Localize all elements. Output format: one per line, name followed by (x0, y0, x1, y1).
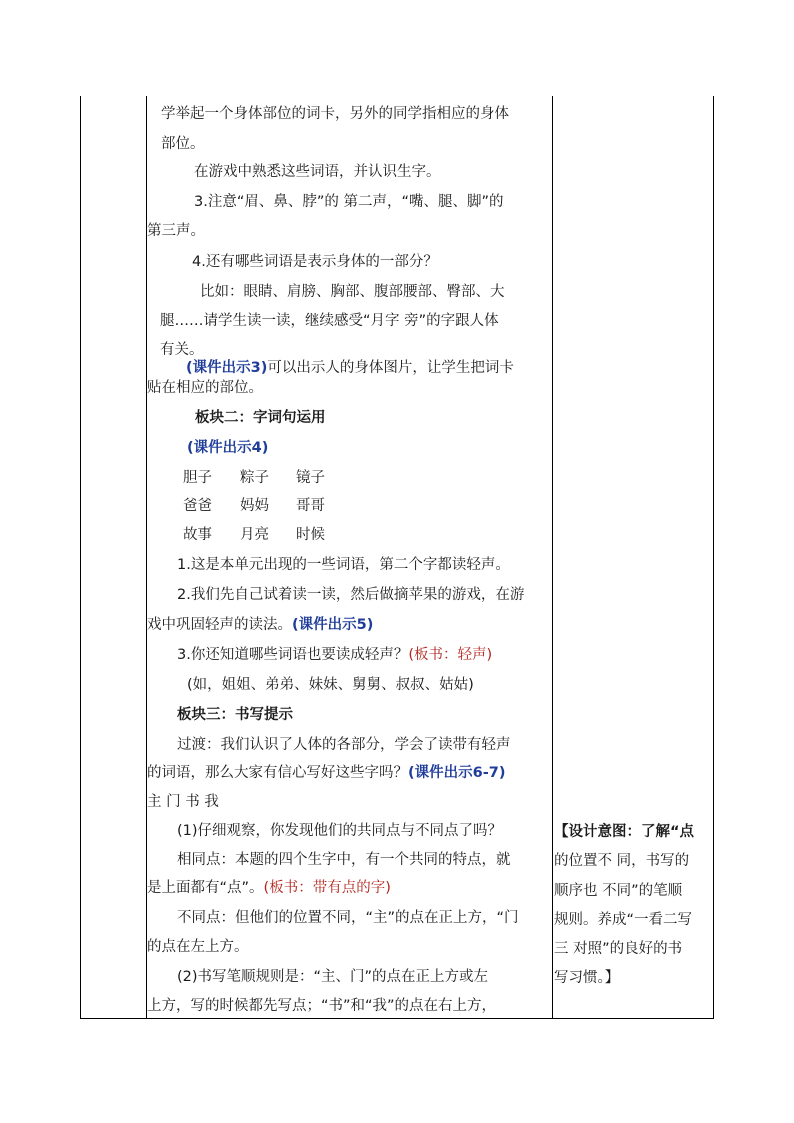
text-line: 贴在相应的部位。 (147, 380, 263, 396)
text-segment: 的词语，那么大家有信心写好这些字吗？ (147, 765, 408, 781)
text-line: 腿……请学生读一读，继续感受“月字 旁”的字跟人体 (160, 313, 499, 329)
design-intent-line: 【设计意图：了解“点 (554, 824, 695, 840)
character-list: 主 门 书 我 (147, 794, 219, 810)
table-divider-2 (552, 96, 553, 1019)
text-line: 过渡：我们认识了人体的各部分，学会了读带有轻声 (177, 737, 511, 753)
blackboard-note: (板书：带有点的字) (263, 880, 391, 896)
text-line: 1.这是本单元出现的一些词语，第二个字都读轻声。 (177, 557, 510, 573)
text-line: 有关。 (160, 342, 204, 358)
text-line: (1)仔细观察，你发现他们的共同点与不同点了吗？ (177, 823, 503, 839)
text-line: (如，姐姐、弟弟、妹妹、舅舅、叔叔、姑姑) (187, 677, 474, 693)
text-line-mixed (186, 358, 514, 378)
text-line: 第三声。 (147, 223, 205, 239)
word-item: 故事 (183, 527, 212, 543)
text-segment: 是上面都有“点”。 (147, 880, 264, 896)
text-line: 的点在左上方。 (147, 939, 249, 955)
table-border-left (80, 96, 81, 1019)
text-segment: 可以出示人的身体图片，让学生把词卡 (267, 360, 514, 376)
design-intent-line: 的位置不 同，书写的 (554, 853, 690, 869)
text-line: 在游戏中熟悉这些词语，并认识生字。 (194, 164, 441, 180)
design-intent-line: 三 对照”的良好的书 (554, 941, 683, 957)
text-line: 2.我们先自己试着读一读，然后做摘苹果的游戏，在游 (177, 587, 525, 603)
text-segment: 3.你还知道哪些词语也要读成轻声？ (177, 647, 409, 663)
text-line: 部位。 (161, 136, 205, 152)
section-heading: 板块二：字词句运用 (195, 410, 326, 426)
word-item: 月亮 (240, 527, 269, 543)
text-line: 不同点：但他们的位置不同，“主”的点在正上方，“门 (177, 910, 519, 926)
design-intent-line: 写习惯。】 (554, 970, 620, 986)
table-border-right (713, 96, 714, 1019)
text-line-mixed (147, 878, 391, 898)
text-line: 学举起一个身体部位的词卡，另外的同学指相应的身体 (161, 106, 509, 122)
design-intent-line: 顺序也 不同”的笔顺 (554, 883, 683, 899)
word-item: 哥哥 (296, 498, 325, 514)
courseware-tag: (课件出示6-7) (408, 765, 506, 781)
text-segment: 戏中巩固轻声的读法。 (147, 617, 292, 633)
word-item: 粽子 (240, 470, 269, 486)
text-line: 4.还有哪些词语是表示身体的一部分？ (192, 254, 438, 270)
blackboard-note: (板书：轻声) (408, 647, 493, 663)
text-line: 相同点：本题的四个生字中，有一个共同的特点，就 (177, 852, 511, 868)
courseware-tag: (课件出示5) (292, 617, 374, 633)
courseware-tag: (课件出示3) (186, 360, 268, 376)
text-line-mixed (147, 763, 505, 783)
word-item: 胆子 (183, 470, 212, 486)
design-intent-line: 规则。养成“一看二写 (554, 912, 693, 928)
text-line: (2)书写笔顺规则是：“主、门”的点在正上方或左 (177, 969, 489, 985)
word-item: 妈妈 (240, 498, 269, 514)
courseware-tag: (课件出示4) (187, 440, 269, 456)
table-border-bottom (80, 1018, 714, 1019)
text-line: 比如：眼睛、肩膀、胸部、腹部腰部、臀部、大 (200, 284, 505, 300)
text-line: 3.注意“眉、鼻、脖”的 第二声，“嘴、腿、脚”的 (194, 194, 504, 210)
section-heading: 板块三：书写提示 (177, 707, 293, 723)
text-line-mixed (147, 615, 373, 635)
text-line: 上方，写的时候都先写点；“书”和“我”的点在右上方， (147, 998, 497, 1014)
word-item: 爸爸 (183, 498, 212, 514)
word-item: 镜子 (296, 470, 325, 486)
word-item: 时候 (296, 527, 325, 543)
text-line-mixed (177, 645, 492, 665)
